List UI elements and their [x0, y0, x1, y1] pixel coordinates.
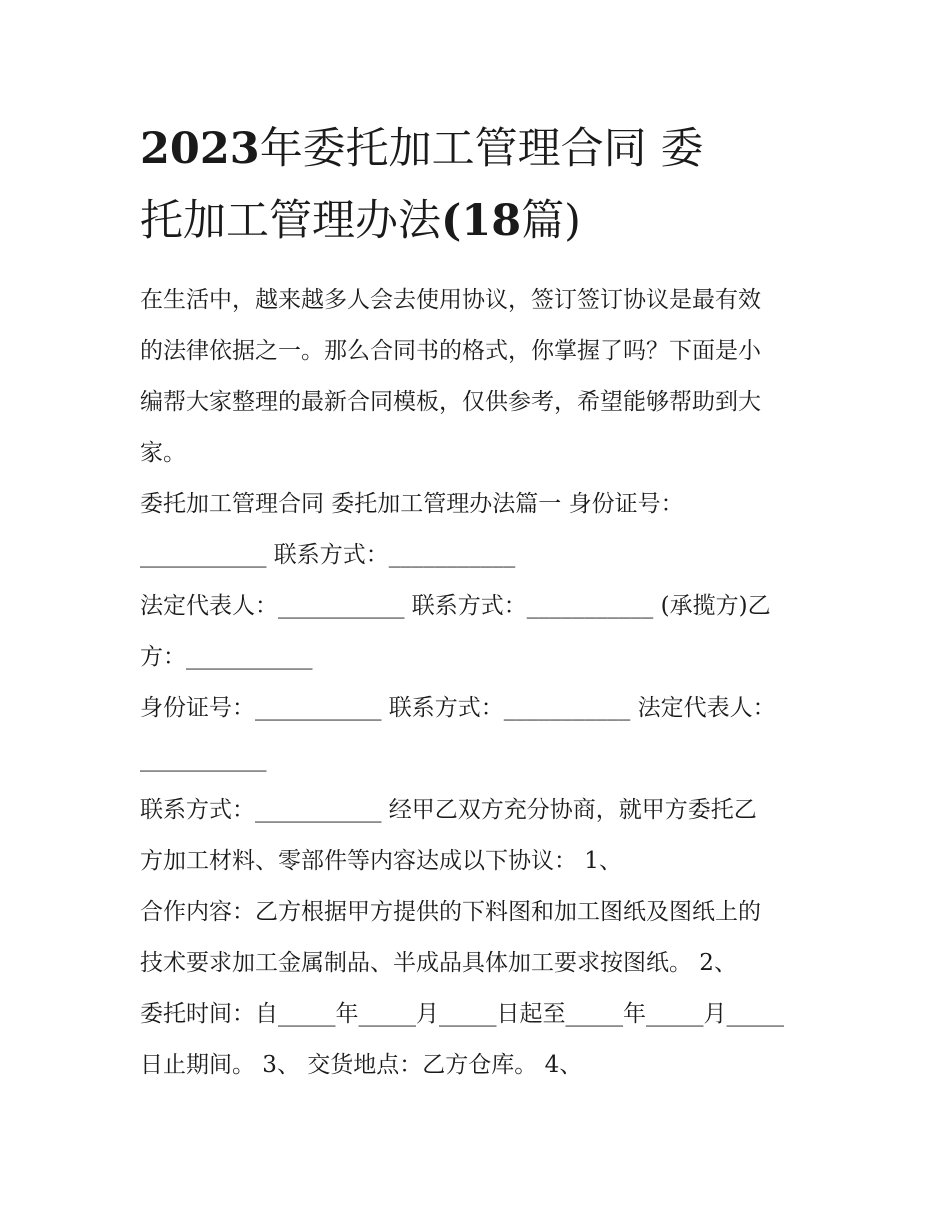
- body-line: 编帮大家整理的最新合同模板，仅供参考，希望能够帮助到大: [140, 389, 761, 415]
- body-line: 方加工材料、零部件等内容达成以下协议： 1、: [140, 848, 622, 874]
- body-line: 身份证号：___________ 联系方式：___________ 法定代表人：: [140, 695, 776, 721]
- body-line: 合作内容：乙方根据甲方提供的下料图和加工图纸及图纸上的: [140, 899, 761, 925]
- document-title: [140, 113, 820, 257]
- body-line: 技术要求加工金属制品、半成品具体加工要求按图纸。 2、: [140, 950, 737, 976]
- body-line: ___________: [140, 746, 267, 772]
- body-line: 在生活中，越来越多人会去使用协议，签订签订协议是最有效: [140, 287, 761, 313]
- body-line: 委托时间：自_____年_____月_____日起至_____年_____月_____: [140, 1001, 784, 1027]
- body-line: 联系方式：___________ 经甲乙双方充分协商，就甲方委托乙: [140, 797, 757, 823]
- document-body: [140, 275, 830, 1091]
- body-line: ___________ 联系方式：___________: [140, 542, 516, 568]
- title-year: 2023: [140, 124, 260, 174]
- body-line: 日止期间。 3、 交货地点：乙方仓库。 4、: [140, 1052, 583, 1078]
- body-line: 法定代表人：___________ 联系方式：___________ (承揽方)乙: [140, 593, 771, 619]
- title-count: (18: [441, 196, 522, 246]
- title-line-1: 2023年委托加工管理合同 委: [140, 124, 704, 174]
- body-line: 委托加工管理合同 委托加工管理办法篇一 身份证号：: [140, 491, 684, 517]
- body-line: 方：___________: [140, 644, 313, 670]
- body-line: 家。: [140, 440, 186, 466]
- title-line-2: 托加工管理办法(18篇): [140, 196, 581, 246]
- body-line: 的法律依据之一。那么合同书的格式，你掌握了吗？下面是小: [140, 338, 761, 364]
